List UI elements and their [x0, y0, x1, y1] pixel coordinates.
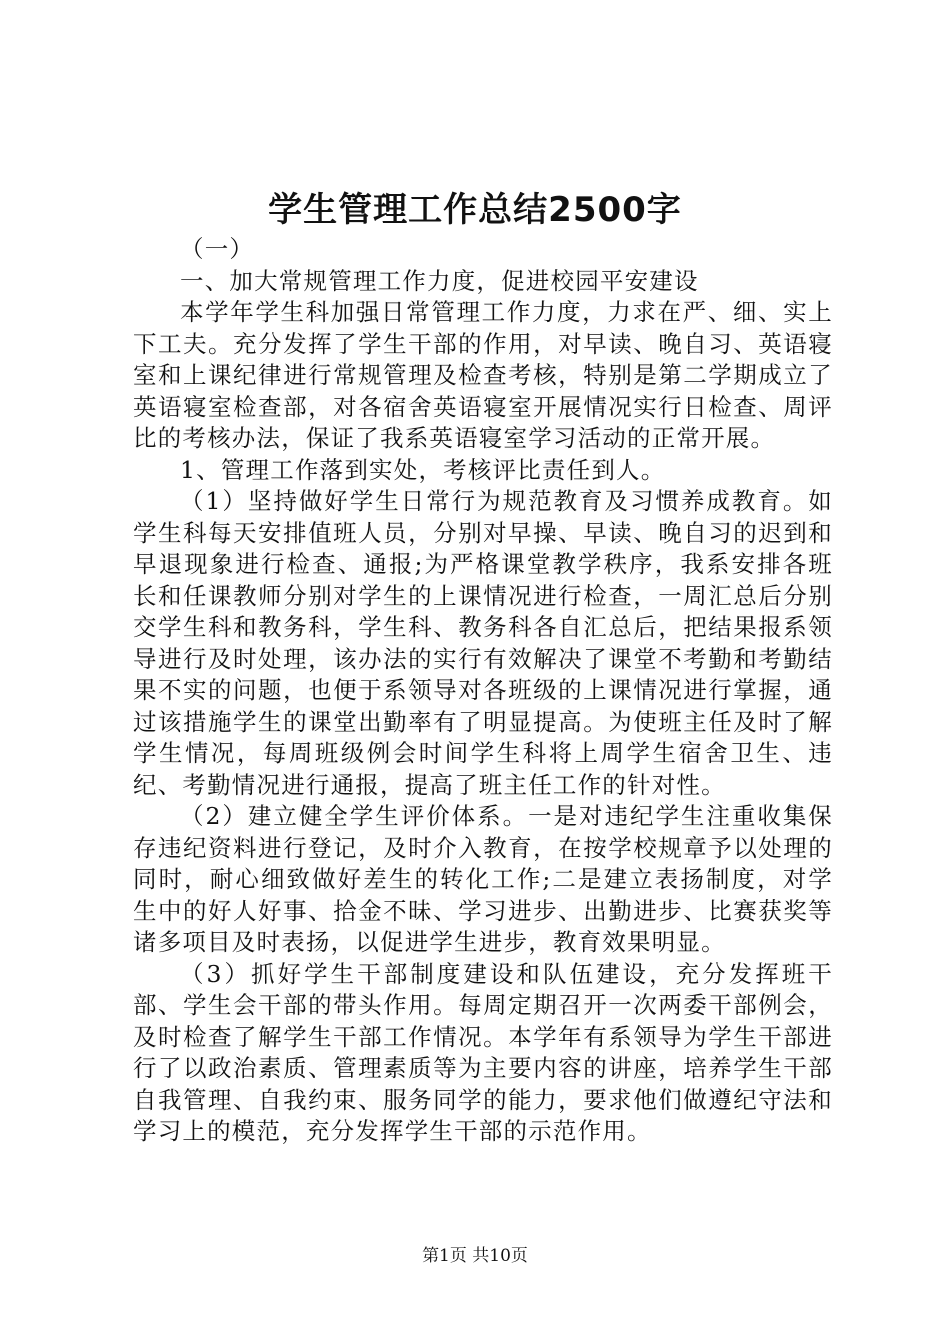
document-title: 学生管理工作总结2500字	[268, 190, 682, 230]
body-paragraph: （1）坚持做好学生日常行为规范教育及习惯养成教育。如学生科每天安排值班人员，分别对早操、早读、晚自习的迟到和早退现象进行检查、通报;为严格课堂教学秩序，我系安排各班长和任课教师分别对学生的上课情况进行检查，一周汇总后分别交学生科和教务科，学生科、教务科各自汇总后，把结果报系领导进行及时处理，该办法的实行有效解决了课堂不考勤和考勤结果不实的问题，也便于系领导对各班级的上课情况进行掌握，通过该措施学生的课堂出勤率有了明显提高。为使班主任及时了解学生情况，每周班级例会时间学生科将上周学生宿舍卫生、违纪、考勤情况进行通报，提高了班主任工作的针对性。	[133, 487, 833, 799]
body-paragraph: （3）抓好学生干部制度建设和队伍建设，充分发挥班干部、学生会干部的带头作用。每周定期召开一次两委干部例会，及时检查了解学生干部工作情况。本学年有系领导为学生干部进行了以政治素质、管理素质等为主要内容的讲座，培养学生干部自我管理、自我约束、服务同学的能力，要求他们做遵纪守法和学习上的模范，充分发挥学生干部的示范作用。	[133, 959, 833, 1145]
subsection-heading: 1、管理工作落到实处，考核评比责任到人。	[180, 455, 666, 484]
body-paragraph: （2）建立健全学生评价体系。一是对违纪学生注重收集保存违纪资料进行登记，及时介入教育，在按学校规章予以处理的同时，耐心细致做好差生的转化工作;二是建立表扬制度，对学生中的好人好事、拾金不昧、学习进步、出勤进步、比赛获奖等诸多项目及时表扬，以促进学生进步，教育效果明显。	[133, 802, 833, 956]
page-footer: 第1页 共10页	[422, 1246, 528, 1266]
section-number: （一）	[180, 235, 255, 263]
body-paragraph: 本学年学生科加强日常管理工作力度，力求在严、细、实上下工夫。充分发挥了学生干部的作用，对早读、晚自习、英语寝室和上课纪律进行常规管理及检查考核，特别是第二学期成立了英语寝室检查部，对各宿舍英语寝室开展情况实行日检查、周评比的考核办法，保证了我系英语寝室学习活动的正常开展。	[133, 298, 833, 452]
section-heading: 一、加大常规管理工作力度，促进校园平安建设	[180, 266, 699, 295]
document-body	[133, 234, 833, 1148]
